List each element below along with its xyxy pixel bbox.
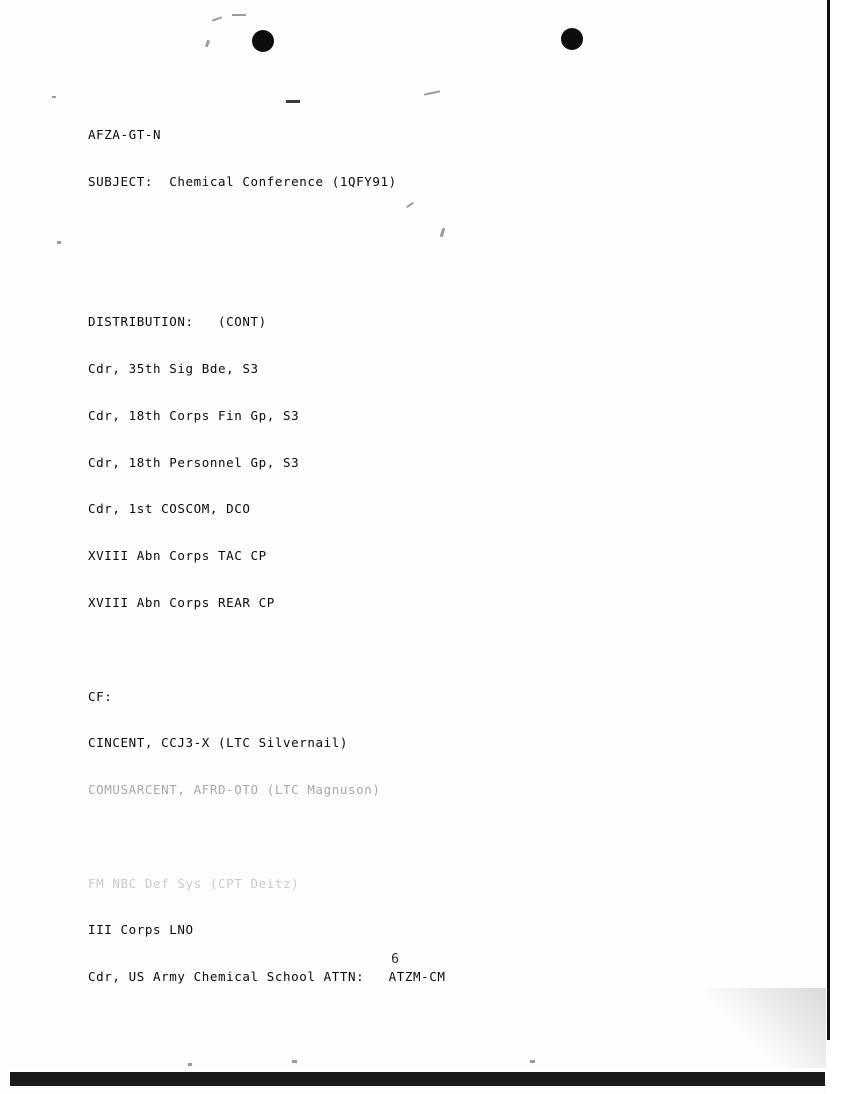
distribution-item: Cdr, 1st COSCOM, DCO bbox=[88, 501, 251, 517]
scan-bottom-edge bbox=[10, 1072, 825, 1086]
scan-speckle bbox=[188, 1063, 192, 1066]
scan-speckle bbox=[424, 90, 440, 95]
scan-speckle bbox=[52, 96, 56, 98]
cf-item: COMUSARCENT, AFRD-OTO (LTC Magnuson) bbox=[88, 782, 381, 798]
cf-heading: CF: bbox=[88, 688, 113, 704]
distribution-item: Cdr, 35th Sig Bde, S3 bbox=[88, 361, 259, 377]
cf-item: CINCENT, CCJ3-X (LTC Silvernail) bbox=[88, 735, 349, 751]
scan-speckle bbox=[292, 1060, 297, 1063]
subject-line: SUBJECT: Chemical Conference (1QFY91) bbox=[88, 173, 397, 189]
scan-speckle bbox=[205, 40, 210, 48]
cf-item: III Corps LNO bbox=[88, 922, 194, 938]
blank-line bbox=[88, 829, 728, 845]
scan-shadow bbox=[706, 988, 826, 1068]
page-number: 6 bbox=[391, 952, 399, 967]
scan-edge-line bbox=[827, 0, 830, 1040]
distribution-item: Cdr, 18th Personnel Gp, S3 bbox=[88, 454, 300, 470]
document-body bbox=[88, 96, 728, 1016]
scan-speckle bbox=[530, 1060, 535, 1063]
office-symbol: AFZA-GT-N bbox=[88, 127, 162, 143]
distribution-item: XVIII Abn Corps REAR CP bbox=[88, 595, 275, 610]
distribution-item: Cdr, 18th Corps Fin Gp, S3 bbox=[88, 407, 300, 423]
cf-item: FM NBC Def Sys (CPT Deitz) bbox=[88, 875, 300, 891]
distribution-heading: DISTRIBUTION: (CONT) bbox=[88, 314, 267, 330]
punch-hole-icon bbox=[561, 28, 583, 50]
blank-line bbox=[88, 221, 728, 237]
cf-item: Cdr, US Army Chemical School ATTN: ATZM-CM bbox=[88, 969, 446, 985]
scan-speckle bbox=[57, 241, 61, 244]
blank-line bbox=[88, 642, 728, 658]
scan-speckle bbox=[232, 14, 246, 16]
distribution-item: XVIII Abn Corps TAC CP bbox=[88, 548, 267, 564]
punch-hole-icon bbox=[252, 30, 274, 52]
scan-speckle bbox=[212, 16, 222, 21]
blank-line bbox=[88, 268, 728, 284]
